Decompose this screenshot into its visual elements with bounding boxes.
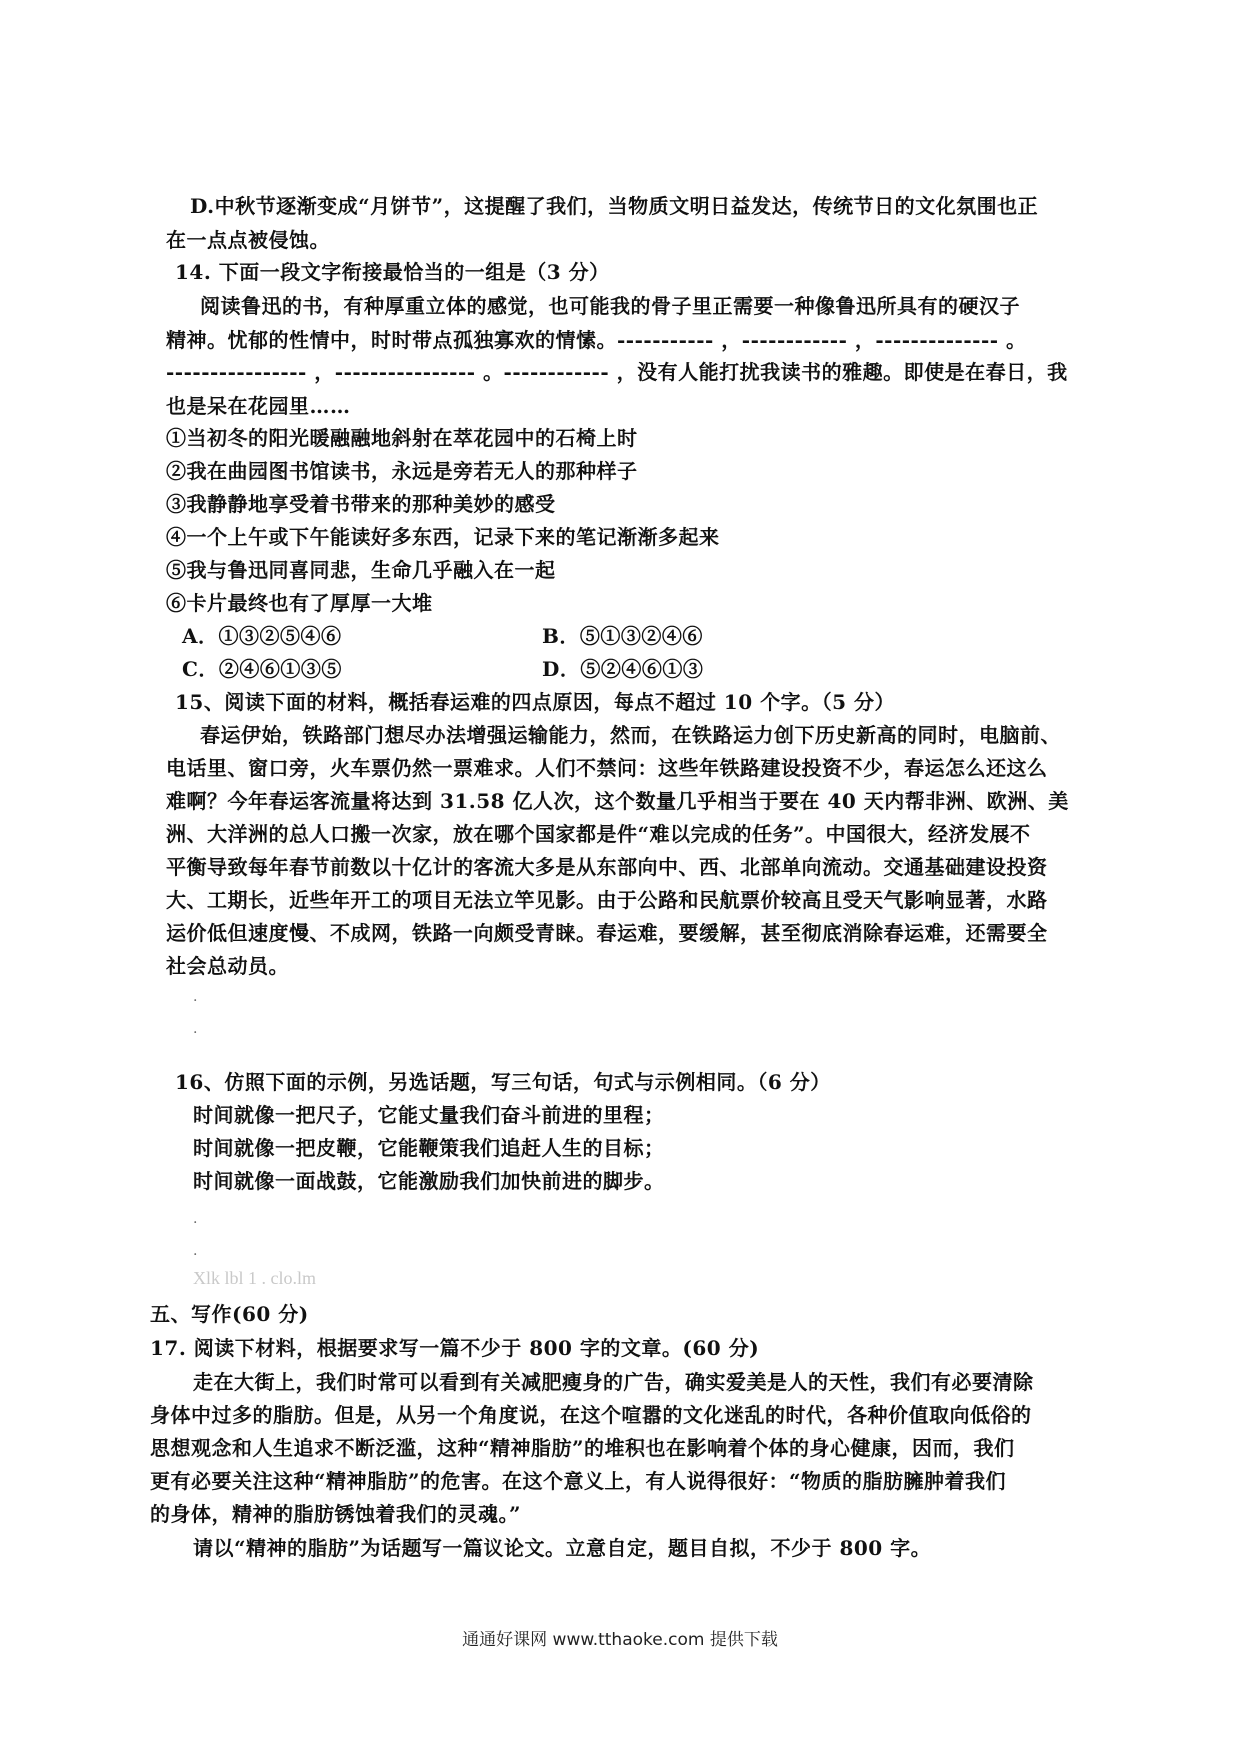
footer-download-note: 通通好课网 www.tthaoke.com 提供下载: [462, 1630, 778, 1650]
q14-item-3: ③我静静地享受着书带来的那种美妙的感受: [166, 492, 556, 516]
q15-passage-line1: 春运伊始，铁路部门想尽办法增强运输能力，然而，在铁路运力创下历史新高的同时，电脑前、: [200, 723, 1061, 747]
q14-item-6: ⑥卡片最终也有了厚厚一大堆: [166, 591, 433, 615]
q14-passage-line3: ---------------- ，---------------- 。------------ ，没有人能打扰我读书的雅趣。即使是在春日，我: [166, 360, 1068, 384]
q15-passage-line6: 大、工期长，近些年开工的项目无法立竿见影。由于公路和民航票价较高且受天气影响显著，水路: [166, 888, 1048, 912]
q17-passage-line2: 身体中过多的脂肪。但是，从另一个角度说，在这个喧嚣的文化迷乱的时代，各种价值取向低俗的: [150, 1403, 1032, 1427]
q14-item-4: ④一个上午或下午能读好多东西，记录下来的笔记渐渐多起来: [166, 525, 720, 549]
q15-passage-line8: 社会总动员。: [166, 954, 289, 978]
q15-passage-line2: 电话里、窗口旁，火车票仍然一票难求。人们不禁问：这些年铁路建设投资不少，春运怎么还这么: [166, 756, 1048, 780]
q13-option-d-line1: D.中秋节逐渐变成“月饼节”，这提醒了我们，当物质文明日益发达，传统节日的文化氛围也正: [190, 194, 1039, 218]
q14-passage-line1: 阅读鲁迅的书，有种厚重立体的感觉，也可能我的骨子里正需要一种像鲁迅所具有的硬汉子: [200, 294, 1020, 318]
q14-title: 14. 下面一段文字衔接最恰当的一组是（3 分）: [175, 260, 610, 284]
answer-space-mark: .: [193, 1211, 198, 1227]
q14-passage-line4: 也是呆在花园里……: [166, 394, 351, 418]
q17-title: 17. 阅读下材料，根据要求写一篇不少于 800 字的文章。(60 分): [150, 1336, 760, 1360]
q17-passage-line4: 更有必要关注这种“精神脂肪”的危害。在这个意义上，有人说得很好：“物质的脂肪臃肿着我们: [150, 1469, 1007, 1493]
section5-title: 五、写作(60 分): [150, 1302, 309, 1326]
q15-passage-line5: 平衡导致每年春节前数以十亿计的客流大多是从东部向中、西、北部单向流动。交通基础建设投资: [166, 855, 1048, 879]
q16-example-2: 时间就像一把皮鞭，它能鞭策我们追赶人生的目标；: [193, 1136, 665, 1160]
answer-space-mark: .: [193, 1243, 198, 1259]
answer-space-mark: .: [193, 989, 198, 1005]
q15-title: 15、阅读下面的材料，概括春运难的四点原因，每点不超过 10 个字。（5 分）: [175, 690, 895, 714]
q14-option-d: D．⑤②④⑥①③: [542, 657, 704, 681]
q14-option-c: C．②④⑥①③⑤: [182, 657, 342, 681]
q14-option-b: B．⑤①③②④⑥: [542, 624, 703, 648]
q15-passage-line3: 难啊？今年春运客流量将达到 31.58 亿人次，这个数量几乎相当于要在 40 天内帮非洲、欧洲、美: [166, 789, 1069, 813]
q16-example-1: 时间就像一把尺子，它能丈量我们奋斗前进的里程；: [193, 1103, 665, 1127]
q14-option-a: A．①③②⑤④⑥: [182, 624, 342, 648]
q17-passage-line1: 走在大街上，我们时常可以看到有关减肥瘦身的广告，确实爱美是人的天性，我们有必要清除: [193, 1370, 1034, 1394]
q15-passage-line7: 运价低但速度慢、不成网，铁路一向颇受青睐。春运难，要缓解，甚至彻底消除春运难，还需要全: [166, 921, 1048, 945]
q14-item-1: ①当初冬的阳光暖融融地斜射在萃花园中的石椅上时: [166, 426, 638, 450]
faint-watermark-text: Xlk lbl 1 . clo.lm: [193, 1268, 316, 1288]
q17-requirement: 请以“精神的脂肪”为话题写一篇议论文。立意自定，题目自拟，不少于 800 字。: [193, 1536, 932, 1560]
q17-passage-line5: 的身体，精神的脂肪锈蚀着我们的灵魂。”: [150, 1502, 522, 1526]
q13-option-d-line2: 在一点点被侵蚀。: [166, 228, 330, 252]
q17-passage-line3: 思想观念和人生追求不断泛滥，这种“精神脂肪”的堆积也在影响着个体的身心健康，因而，我们: [150, 1436, 1015, 1460]
q15-passage-line4: 洲、大洋洲的总人口搬一次家，放在哪个国家都是件“难以完成的任务”。中国很大，经济发展不: [166, 822, 1031, 846]
q14-passage-line2: 精神。忧郁的性情中，时时带点孤独寡欢的情愫。----------- ，------------ ，-------------- 。: [166, 328, 1027, 352]
q16-example-3: 时间就像一面战鼓，它能激励我们加快前进的脚步。: [193, 1169, 665, 1193]
q14-item-2: ②我在曲园图书馆读书，永远是旁若无人的那种样子: [166, 459, 638, 483]
answer-space-mark: .: [193, 1021, 198, 1037]
q16-title: 16、仿照下面的示例，另选话题，写三句话，句式与示例相同。（6 分）: [175, 1070, 831, 1094]
q14-item-5: ⑤我与鲁迅同喜同悲，生命几乎融入在一起: [166, 558, 556, 582]
